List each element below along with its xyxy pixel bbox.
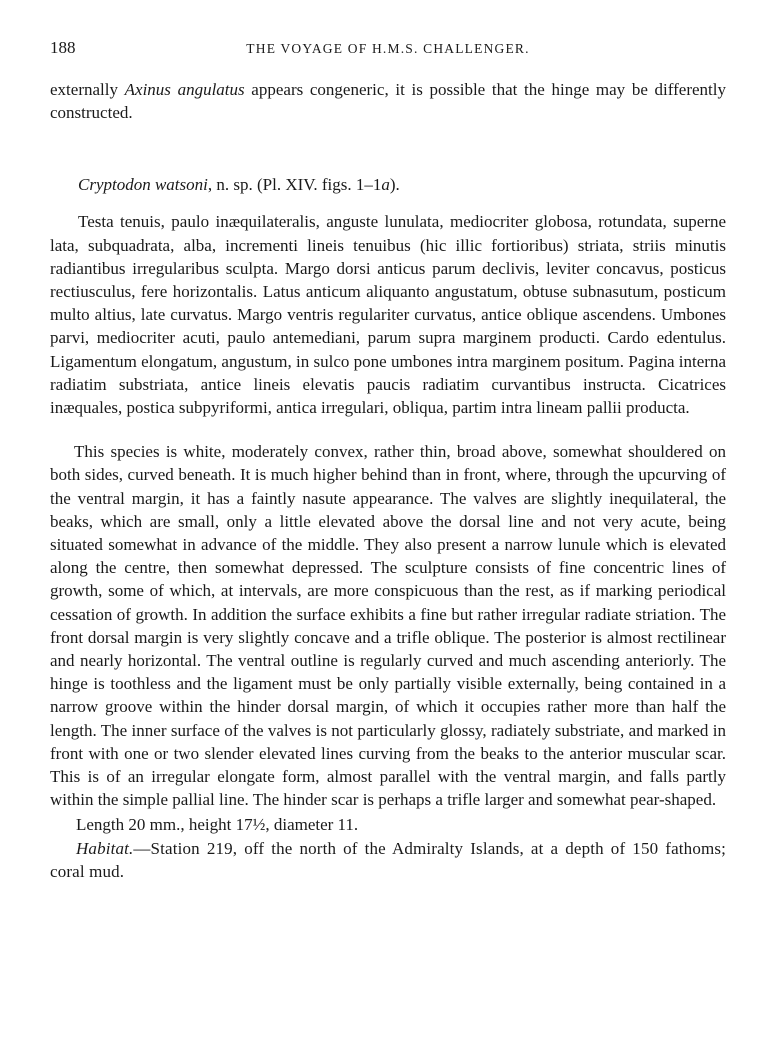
latin-description: Testa tenuis, paulo inæquilateralis, anguste lunulata, mediocriter globosa, rotundata, superne lata, subquadrata, alba, incrementi lineis tenuibus (hic illic fortioribus) striata, striis minutis radiantibus irregularibus sculpta. Margo dorsi anticus parum declivis, leviter concavus, posticus rectiusculus, fere horizontalis. Latus anticum aliquanto angustatum, obtuse subnasutum, posticum multo altius, late curvatus. Margo ventris regulariter curvatus, antice oblique ascendens. Umbones parvi, mediocriter acuti, paulo antemediani, parum supra marginem producti. Cardo edentulus. Ligamentum elongatum, angustum, in sulco pone umbones intra marginem positum. Pagina interna radiatim substriata, antice lineis elevatis paucis radiatim curvantibus instructa. Cicatrices inæquales, postica subpyriformi, antica irregulari, obliqua, partim intra lineam pallii producta. [50, 212, 726, 418]
document-page [50, 38, 726, 883]
page-header [50, 38, 726, 68]
habitat-text: —Station 219, off the north of the Admiralty Islands, at a depth of 150 fathoms; coral mud. [50, 838, 726, 881]
taxon-name: Axinus angulatus [124, 80, 245, 99]
habitat-label: Habitat. [76, 838, 134, 858]
habitat-paragraph [50, 837, 726, 883]
continuation-paragraph: externally Axinus angulatus appears congeneric, it is possible that the hinge may be differently constructed. [50, 80, 726, 123]
measurements: Length 20 mm., height 17½, diameter 11. [76, 815, 359, 835]
running-title: THE VOYAGE OF H.M.S. CHALLENGER. [246, 41, 530, 56]
species-heading: Cryptodon watsoni, n. sp. (Pl. XIV. figs. 1–1a). [78, 175, 400, 195]
species-name: Cryptodon watsoni [78, 175, 208, 195]
page-number: 188 [50, 38, 76, 57]
english-description: This species is white, moderately convex, rather thin, broad above, somewhat shouldered on both sides, curved beneath. It is much higher behind than in front, where, through the upcurving of the ventral margin, it has a faintly nasute appearance. The valves are slightly inequilateral, the beaks, which are small, only a little elevated above the dorsal line and not very acute, being situated somewhat in advance of the middle. They also present a narrow lunule which is elevated along the centre, then somewhat depressed. The sculpture consists of fine concentric lines of growth, some of which, at intervals, are more conspicuous than the rest, as if marking periodical cessation of growth. In addition the surface exhibits a fine but rather irregular radiate striation. The front dorsal margin is very slightly concave and a trifle oblique. The posterior is almost rectilinear and nearly horizontal. The ventral outline is regularly curved and much ascending anteriorly. The hinge is toothless and the ligament must be only partially visible externally, being contained in a narrow groove within the hinder dorsal margin, of which it occupies rather more than half the length. The inner surface of the valves is not particularly glossy, radiately substriate, and marked in front with one or two slender elevated lines curving from the beaks to the anterior muscular scar. This is of an irregular elongate form, almost parallel with the ventral margin, and falls partly within the simple pallial line. The hinder scar is perhaps a trifle larger and somewhat pear-shaped. [50, 442, 726, 810]
figure-letter: a [381, 175, 390, 195]
